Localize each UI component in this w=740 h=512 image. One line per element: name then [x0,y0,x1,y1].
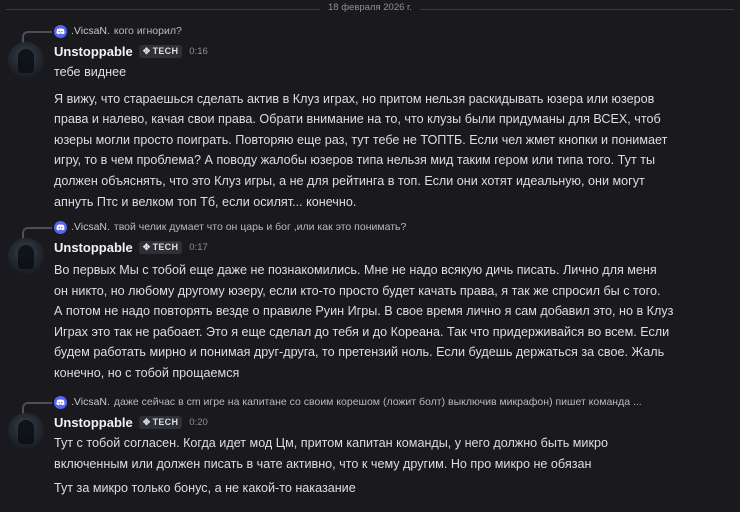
author-name[interactable]: Unstoppable [54,414,133,430]
tag-label: TECH [152,417,179,427]
message-line: Играх это так не рабоает. Это я еще сделал до тебя и до Кореана. Так что придерживайся во всем. Если [54,324,670,339]
reply-preview[interactable] [54,24,182,38]
message-content [54,433,734,499]
server-tag[interactable] [139,45,183,58]
reply-preview[interactable] [54,395,642,409]
avatar[interactable] [8,42,44,78]
reply-text: кого игнорил? [113,25,182,37]
message-line: Я вижу, что стараешься сделать актив в Клуз играх, но притом нельзя раскидывать юзера или юзеров [54,91,655,106]
timestamp: 0:17 [189,241,208,253]
message-line: конечно, но с тобой прощаемся [54,365,240,380]
discord-icon [54,25,67,38]
discord-icon [54,396,67,409]
message-line: тебе виднее [54,65,127,79]
author-name[interactable]: Unstoppable [54,43,133,59]
reply-text: даже сейчас в cm игре на капитане со своим корешом (ложит болт) выключив микрафон) пишет команда ... [113,396,642,408]
message-line: права и налево, качая свои права. Обрати внимание на то, что клузы были придуманы для ВСЕХ, чтоб [54,112,661,127]
message-content [54,260,734,384]
tag-label: TECH [152,242,179,252]
discord-icon [54,221,67,234]
message-line: апнуть Птс и велком топ Тб, если осилят... конечно. [54,194,357,209]
author-name[interactable]: Unstoppable [54,239,133,255]
avatar-figure [18,245,34,269]
message-content [54,62,734,212]
message [0,220,740,380]
message-line: А потом не надо повторять везде о правиле Руин Игры. В свое время лично я сам добавил это, но в Клуз [54,304,674,319]
message-header [54,42,208,60]
server-tag[interactable] [139,416,183,429]
server-tag[interactable] [139,241,183,254]
message-line: Тут за микро только бонус, а не какой-то наказание [54,481,356,496]
reply-preview[interactable] [54,220,406,234]
reply-author[interactable]: .VicsaN. [71,25,110,37]
message-line: включенным или должен писать в чате активно, что к чему другим. Но про микро не обязан [54,456,592,471]
message-line: Во первых Мы с тобой еще даже не познакомились. Мне не надо всякую дичь писать. Лично для меня [54,263,657,277]
avatar[interactable] [8,413,44,449]
message-line: игру, то в чем проблема? А поводу жалобы юзеров типа нельзя мид таким гером или типа того. Тут ты [54,153,656,168]
message [0,24,740,210]
message-header [54,238,208,256]
reply-author[interactable]: .VicsaN. [71,221,110,233]
avatar-figure [18,420,34,444]
avatar-figure [18,49,34,73]
timestamp: 0:20 [189,416,208,428]
reply-text: твой челик думает что он царь и бог ,или как это понимать? [113,221,407,233]
reply-author[interactable]: .VicsaN. [71,396,110,408]
tag-icon: ✥ [142,241,151,252]
tag-icon: ✥ [142,45,151,56]
message [0,395,740,507]
message-line: Тут с тобой согласен. Когда идет мод Цм, притом капитан команды, у него должно быть микро [54,436,608,450]
date-divider [0,0,740,16]
tag-label: TECH [152,46,179,56]
tag-icon: ✥ [142,416,151,427]
message-header [54,413,208,431]
message-line: должен объяснять, что это Клуз игры, а не для рейтинга в топ. Если они хотят идеальную, они могут [54,173,645,188]
message-line: он никто, но любому другому юзеру, если кто-то просто будет качать права, я так же спросил бы с того. [54,283,661,298]
message-line: будем работать мирно и понимая друг-друга, то претензий ноль. Если будешь держаться за свое. Жаль [54,345,665,360]
date-label: 18 февраля 2026 г. [320,2,420,13]
message-line: юзеры могли просто поиграть. Повторяю еще раз, тут тебе не ТОПТБ. Если чел жмет кнопки и понимает [54,132,668,147]
avatar[interactable] [8,238,44,274]
timestamp: 0:16 [189,45,208,57]
